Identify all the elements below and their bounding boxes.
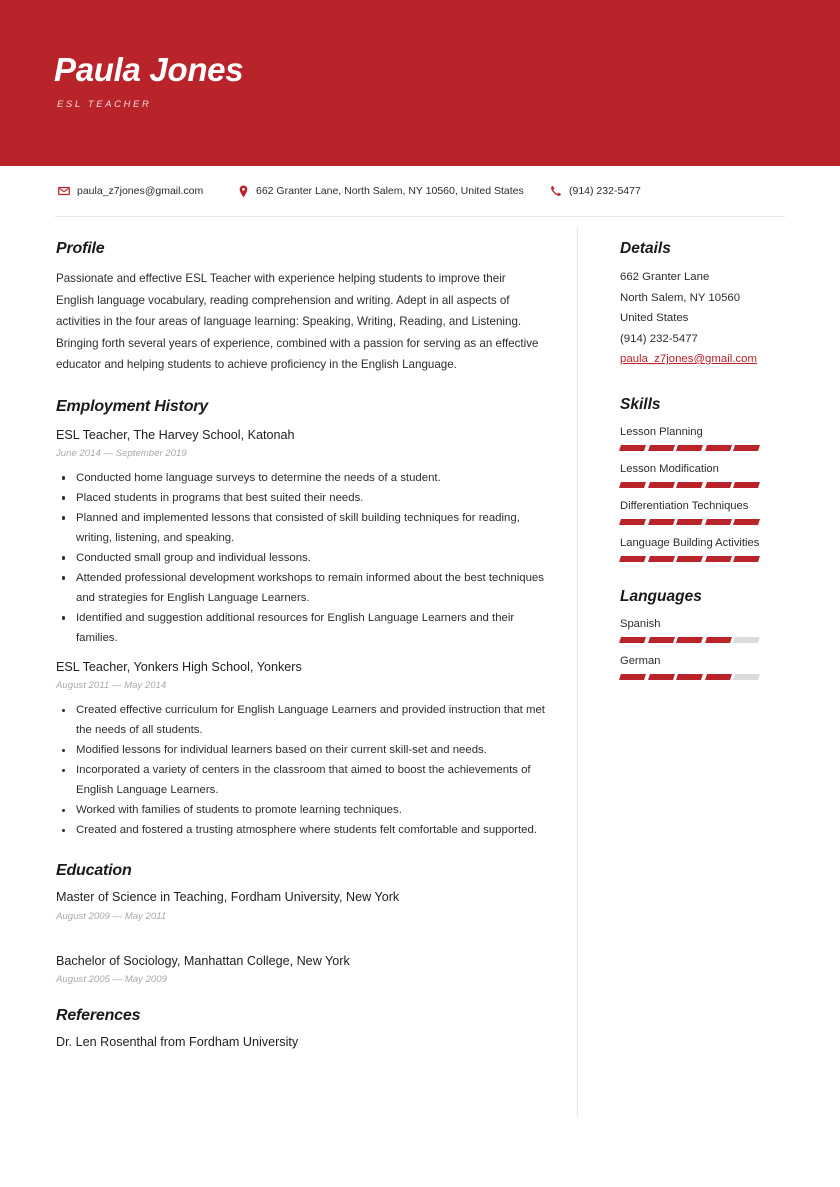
- skill-item-rating-bar: [620, 482, 800, 488]
- skill-item-rating-bar: [620, 445, 800, 451]
- detail-phone: (914) 232-5477: [620, 332, 698, 345]
- rating-segment: [619, 445, 646, 451]
- list-item: Placed students in programs that best suited their needs.: [56, 488, 546, 508]
- rating-segment: [676, 556, 703, 562]
- list-item: Incorporated a variety of centers in the classroom that aimed to boost the achievements of English Language Learners.: [56, 760, 546, 800]
- contact-address-text: 662 Granter Lane, North Salem, NY 10560, United States: [256, 185, 524, 197]
- sidebar: [620, 240, 800, 680]
- rating-segment: [733, 674, 760, 680]
- contact-address: [237, 185, 524, 197]
- details-block: [620, 267, 800, 370]
- skill-item-label: Language Building Activities: [620, 536, 760, 549]
- section-title-education: Education: [56, 862, 132, 880]
- language-item-label: German: [620, 655, 661, 668]
- detail-city: North Salem, NY 10560: [620, 291, 741, 304]
- employment-job-date: June 2014 — September 2019: [56, 447, 187, 459]
- language-item-label: Spanish: [620, 617, 661, 630]
- education-date: August 2009 — May 2011: [56, 910, 167, 922]
- contact-email-text: paula_z7jones@gmail.com: [77, 185, 204, 197]
- phone-icon: [550, 185, 562, 197]
- contact-phone[interactable]: [550, 185, 641, 197]
- page-title: Paula Jones: [54, 51, 244, 88]
- language-item-rating-bar: [620, 637, 800, 643]
- education-entry: [56, 953, 546, 985]
- employment-job-title: ESL Teacher, Yonkers High School, Yonkers: [56, 659, 302, 674]
- rating-segment: [733, 482, 760, 488]
- skill-item: [620, 462, 800, 488]
- rating-segment: [705, 482, 732, 488]
- rating-segment: [733, 519, 760, 525]
- contact-phone-text: (914) 232-5477: [569, 185, 641, 197]
- section-title-skills: Skills: [620, 395, 661, 413]
- skill-item: [620, 499, 800, 525]
- rating-segment: [648, 556, 675, 562]
- map-pin-icon: [237, 185, 249, 197]
- language-item: [620, 617, 800, 643]
- envelope-icon: [58, 185, 70, 197]
- employment-job-date: August 2011 — May 2014: [56, 680, 167, 692]
- skill-item: [620, 425, 800, 451]
- list-item: Created effective curriculum for English Language Learners and provided instruction that met the needs of all students.: [56, 700, 546, 740]
- employment-bullet-list: [56, 700, 546, 840]
- section-title-profile: Profile: [56, 240, 105, 257]
- rating-segment: [705, 556, 732, 562]
- rating-segment: [648, 637, 675, 643]
- list-item: Conducted small group and individual lessons.: [56, 548, 546, 568]
- skill-item: [620, 536, 800, 562]
- column-divider: [577, 228, 578, 1116]
- rating-segment: [733, 445, 760, 451]
- education-degree: Bachelor of Sociology, Manhattan College, New York: [56, 953, 350, 968]
- list-item: Identified and suggestion additional resources for English Language Learners and their families.: [56, 608, 546, 648]
- section-title-languages: Languages: [620, 587, 702, 605]
- languages-list: [620, 617, 800, 680]
- employment-entry: [56, 427, 546, 648]
- employment-entry: [56, 659, 546, 840]
- skills-list: [620, 425, 800, 562]
- employment-bullet-list: [56, 468, 546, 648]
- reference-text: Dr. Len Rosenthal from Fordham University: [56, 1034, 299, 1049]
- rating-segment: [648, 674, 675, 680]
- rating-segment: [619, 674, 646, 680]
- education-date: August 2005 — May 2009: [56, 973, 167, 985]
- detail-email-link[interactable]: paula_z7jones@gmail.com: [620, 353, 757, 365]
- list-item: Conducted home language surveys to determine the needs of a student.: [56, 468, 546, 488]
- rating-segment: [705, 445, 732, 451]
- list-item: Attended professional development workshops to remain informed about the best techniques and strategies for English Language Learners.: [56, 568, 546, 608]
- detail-country: United States: [620, 312, 689, 324]
- rating-segment: [676, 482, 703, 488]
- language-item-rating-bar: [620, 674, 800, 680]
- list-item: Created and fostered a trusting atmosphere where students felt comfortable and supported.: [56, 820, 546, 840]
- header-divider: [55, 216, 785, 217]
- skill-item-rating-bar: [620, 519, 800, 525]
- skill-item-label: Lesson Planning: [620, 425, 703, 438]
- section-title-details: Details: [620, 240, 671, 257]
- rating-segment: [705, 637, 732, 643]
- education-entry: [56, 889, 546, 921]
- list-item: Modified lessons for individual learners based on their current skill-set and needs.: [56, 740, 546, 760]
- rating-segment: [705, 674, 732, 680]
- skill-item-label: Differentiation Techniques: [620, 499, 749, 512]
- header-banner: [0, 0, 840, 166]
- profile-text: Passionate and effective ESL Teacher with experience helping students to improve their English language vocabulary, reading comprehension and writing. Adept in all aspects of activities in the four areas of language learning: Speaking, Writing, Reading, and Listening. Bringing forth several years of experience, combined with a passion for serving as an effective educator and helping students to achieve proficiency in the English Language.: [56, 272, 539, 371]
- section-title-employment: Employment History: [56, 397, 208, 415]
- education-degree: Master of Science in Teaching, Fordham University, New York: [56, 890, 400, 905]
- rating-segment: [619, 482, 646, 488]
- rating-segment: [619, 556, 646, 562]
- job-title: ESL TEACHER: [57, 99, 152, 110]
- rating-segment: [619, 519, 646, 525]
- rating-segment: [676, 445, 703, 451]
- skill-item-label: Lesson Modification: [620, 462, 719, 475]
- list-item: Planned and implemented lessons that consisted of skill building techniques for reading, writing, listening, and speaking.: [56, 508, 546, 548]
- detail-street: 662 Granter Lane: [620, 271, 710, 283]
- main-column: [56, 240, 546, 1050]
- language-item: [620, 654, 800, 680]
- rating-segment: [648, 519, 675, 525]
- contact-email[interactable]: [58, 185, 203, 197]
- list-item: Worked with families of students to promote learning techniques.: [56, 800, 546, 820]
- rating-segment: [705, 519, 732, 525]
- rating-segment: [733, 556, 760, 562]
- rating-segment: [676, 674, 703, 680]
- section-title-references: References: [56, 1006, 141, 1024]
- contact-bar: [0, 166, 840, 216]
- rating-segment: [733, 637, 760, 643]
- rating-segment: [676, 637, 703, 643]
- rating-segment: [648, 482, 675, 488]
- rating-segment: [619, 637, 646, 643]
- reference-entry: [56, 1034, 546, 1050]
- rating-segment: [648, 445, 675, 451]
- rating-segment: [676, 519, 703, 525]
- employment-job-title: ESL Teacher, The Harvey School, Katonah: [56, 427, 295, 442]
